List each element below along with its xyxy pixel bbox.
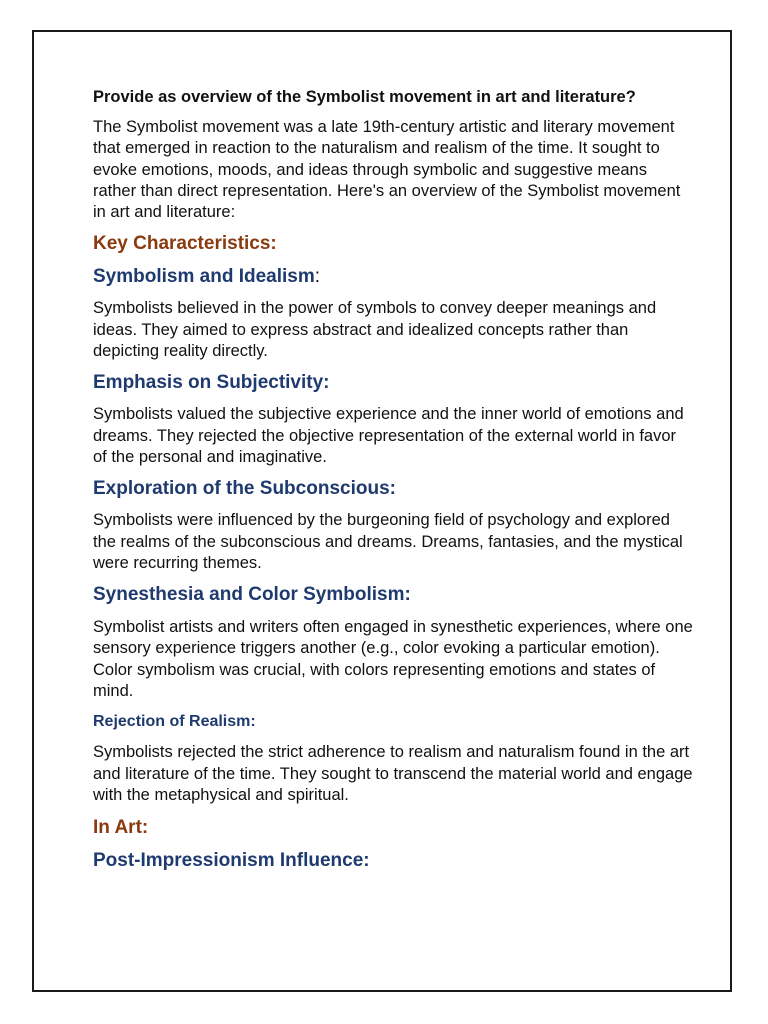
section-heading-synesthesia: Synesthesia and Color Symbolism:: [93, 584, 411, 606]
section-heading-subconscious: Exploration of the Subconscious:: [93, 478, 396, 500]
section-heading-rejection-realism: Rejection of Realism:: [93, 713, 256, 731]
section-heading-suffix: :: [314, 266, 321, 288]
post-impressionism-heading: Post-Impressionism Influence:: [93, 850, 370, 872]
key-characteristics-heading: Key Characteristics:: [93, 233, 277, 255]
section-body-rejection-realism: Symbolists rejected the strict adherence to realism and naturalism found in the art and literature of the time. They sought to transcend the material world and engage with the metaphysical and spiritual.: [93, 743, 693, 804]
section-heading-text: Symbolism and Idealism: [93, 266, 315, 288]
section-body-subconscious: Symbolists were influenced by the burgeoning field of psychology and explored the realms of the subconscious and dreams. Dreams, fantasies, and the mystical were recurring themes.: [93, 511, 683, 572]
section-heading-subjectivity: Emphasis on Subjectivity:: [93, 372, 330, 394]
section-body-synesthesia: Symbolist artists and writers often engaged in synesthetic experiences, where one sensory experience triggers another (e.g., color evoking a particular emotion). Color symbolism was crucial, with colors representing emotions and states of mind.: [93, 618, 693, 701]
document-content: [93, 87, 693, 873]
section-heading-symbolism-idealism: [93, 265, 693, 289]
intro-paragraph: The Symbolist movement was a late 19th-century artistic and literary movement that emerged in reaction to the naturalism and realism of the time. It sought to evoke emotions, moods, and ideas through symbolic and suggestive means rather than direct representation. Here's an overview of the Symbolist movement in art and literature:: [93, 118, 681, 222]
in-art-heading: In Art:: [93, 817, 149, 839]
section-body-subjectivity: Symbolists valued the subjective experience and the inner world of emotions and dreams. They rejected the objective representation of the external world in favor of the personal and imaginative.: [93, 405, 684, 466]
question-heading: Provide as overview of the Symbolist movement in art and literature?: [93, 88, 636, 106]
section-body-symbolism-idealism: Symbolists believed in the power of symbols to convey deeper meanings and ideas. They aimed to express abstract and idealized concepts rather than depicting reality directly.: [93, 299, 657, 361]
